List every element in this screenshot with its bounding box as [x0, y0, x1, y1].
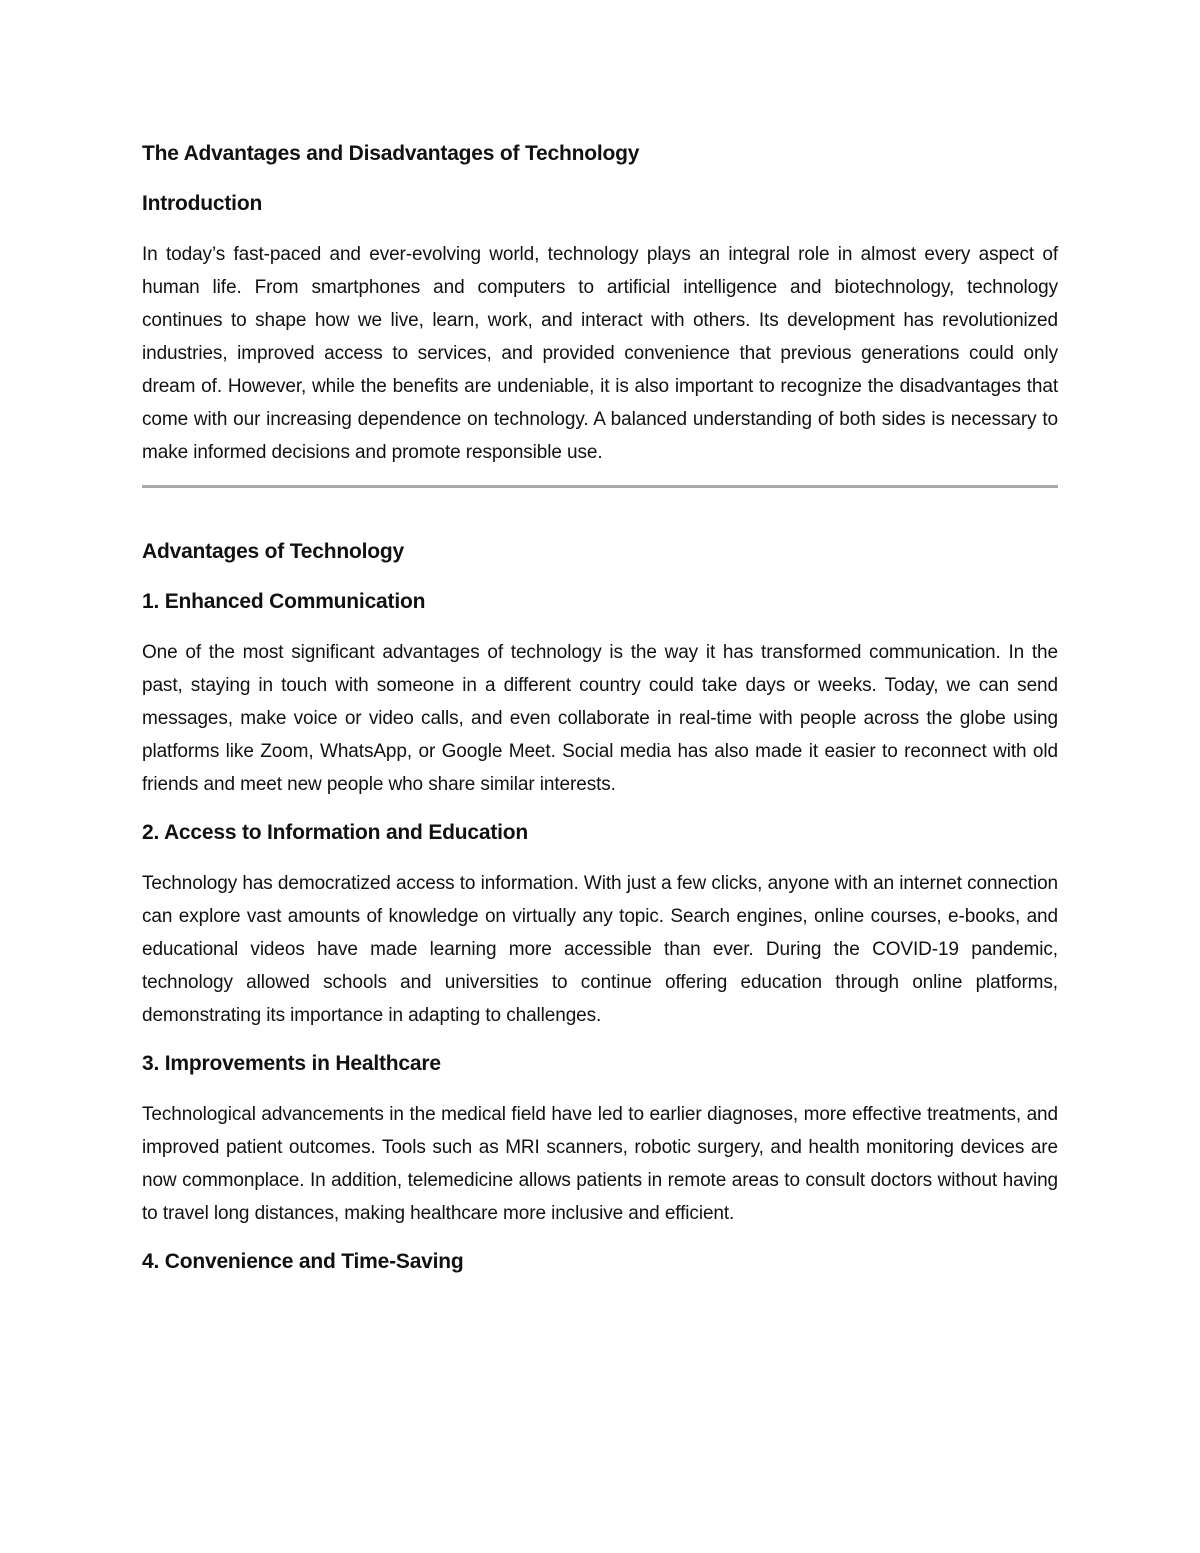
advantage-1-heading: 1. Enhanced Communication [142, 590, 426, 613]
advantage-1-paragraph: One of the most significant advantages of technology is the way it has transformed communication. In the past, staying in touch with someone in a different country could take days or weeks. Today, we can send messages, make voice or video calls, and even collaborate in real-time with people across the globe using platforms like Zoom, WhatsApp, or Google Meet. Social media has also made it easier to reconnect with old friends and meet new people who share similar interests. [142, 642, 1058, 795]
advantage-2-paragraph: Technology has democratized access to information. With just a few clicks, anyone with an internet connection can explore vast amounts of knowledge on virtually any topic. Search engines, online courses, e-books, and educational videos have made learning more accessible than ever. During the COVID-19 pandemic, technology allowed schools and universities to continue offering education through online platforms, demonstrating its importance in adapting to challenges. [142, 873, 1058, 1026]
advantage-2-heading: 2. Access to Information and Education [142, 821, 529, 844]
horizontal-divider [142, 485, 1058, 488]
intro-heading: Introduction [142, 192, 263, 215]
advantages-heading: Advantages of Technology [142, 540, 405, 563]
document-page [142, 138, 1058, 1296]
intro-paragraph: In today’s fast-paced and ever-evolving world, technology plays an integral role in almost every aspect of human life. From smartphones and computers to artificial intelligence and biotechnology, technology continues to shape how we live, learn, work, and interact with others. Its development has revolutionized industries, improved access to services, and provided convenience that previous generations could only dream of. However, while the benefits are undeniable, it is also important to recognize the disadvantages that come with our increasing dependence on technology. A balanced understanding of both sides is necessary to make informed decisions and promote responsible use. [142, 244, 1058, 463]
advantage-4-heading: 4. Convenience and Time-Saving [142, 1250, 464, 1273]
advantage-3-heading: 3. Improvements in Healthcare [142, 1052, 441, 1075]
advantage-3-paragraph: Technological advancements in the medical field have led to earlier diagnoses, more effective treatments, and improved patient outcomes. Tools such as MRI scanners, robotic surgery, and health monitoring devices are now commonplace. In addition, telemedicine allows patients in remote areas to consult doctors without having to travel long distances, making healthcare more inclusive and efficient. [142, 1104, 1058, 1224]
document-title: The Advantages and Disadvantages of Technology [142, 142, 640, 165]
